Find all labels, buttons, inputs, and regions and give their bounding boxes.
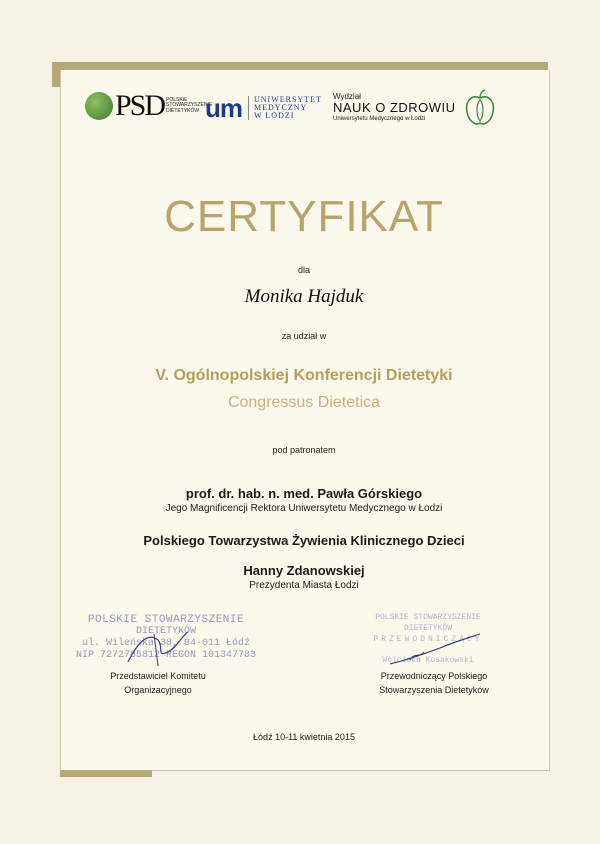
apple-icon [85,92,113,120]
signature-caption-left [98,669,218,697]
frame-bar-left [52,62,60,87]
stamp-right-line3: PRZEWODNICZĄCY [373,635,483,644]
conference-name: V. Ogólnopolskiej Konferencji Dietetyki [155,367,453,384]
patron1-name: prof. dr. hab. n. med. Pawła Górskiego [185,486,423,501]
um-logo-text [254,96,322,120]
stamp-left-line1: POLSKIE STOWARZYSZENIE [87,614,245,626]
stamp-left-line3: ul. Wileńska 38, 94-011 Łódź [81,638,251,649]
frame-bar-top [52,62,548,70]
wnz-logo [333,92,456,123]
dla-text: dla [297,265,310,275]
caption-right-line1: Przewodniczący Polskiego [380,671,488,681]
psd-logo-letters: PSD [115,89,165,122]
um-logo [205,93,322,123]
um-logo-mark: um [205,96,249,120]
signature-right [384,630,484,672]
logo-row [85,86,515,131]
wnz-line3: Uniwersytetu Medycznego w Łodzi [333,116,426,122]
wnz-line1: Wydział [333,92,361,101]
patron3-name: Hanny Zdanowskiej [243,563,365,578]
psd-logo-text: POLSKIE STOWARZYSZENIE DIETETYKÓW [166,96,213,114]
stamp-right-line4: Wojciech Kosakowski [382,656,474,665]
wnz-line2: NAUK O ZDROWIU [333,100,456,115]
patron3-role: Prezydenta Miasta Łodzi [249,580,359,591]
recipient-name: Monika Hajduk [244,286,364,307]
um-text-line: UNIWERSYTET [254,95,322,104]
participation-text: za udział w [281,331,327,341]
caption-left-line2: Organizacyjnego [124,685,192,695]
stamp-right-line2: DIETETYKÓW [403,624,452,633]
caption-left-line1: Przedstawiciel Komitetu [110,671,206,681]
stamp-left-line2: DIETETYKÓW [135,626,196,637]
frame-bar-bottom [60,770,152,777]
patron2-name: Polskiego Towarzystwa Żywienia Klinicznego Dzieci [143,533,465,548]
caption-right-line2: Stowarzyszenia Dietetyków [379,685,489,695]
stamp-right-line1: POLSKIE STOWARZYSZENIE [375,613,481,622]
apple-outline-icon [463,88,497,128]
um-text-line: MEDYCZNY [254,103,308,112]
patronage-text: pod patronatem [272,445,336,455]
patron1-role: Jego Magnificencji Rektora Uniwersytetu Medycznego w Łodzi [165,503,443,514]
congress-name: Congressus Dietetica [227,394,381,411]
stamp-left-line4: NIP 7272785812 REGON 101347783 [75,650,257,661]
certificate-title: CERTYFIKAT [164,192,444,241]
event-date: Łódź 10-11 kwietnia 2015 [253,732,355,742]
um-text-line: W ŁODZI [254,111,295,120]
signature-caption-right [364,669,504,697]
signature-left [118,622,198,672]
psd-logo [85,89,213,122]
